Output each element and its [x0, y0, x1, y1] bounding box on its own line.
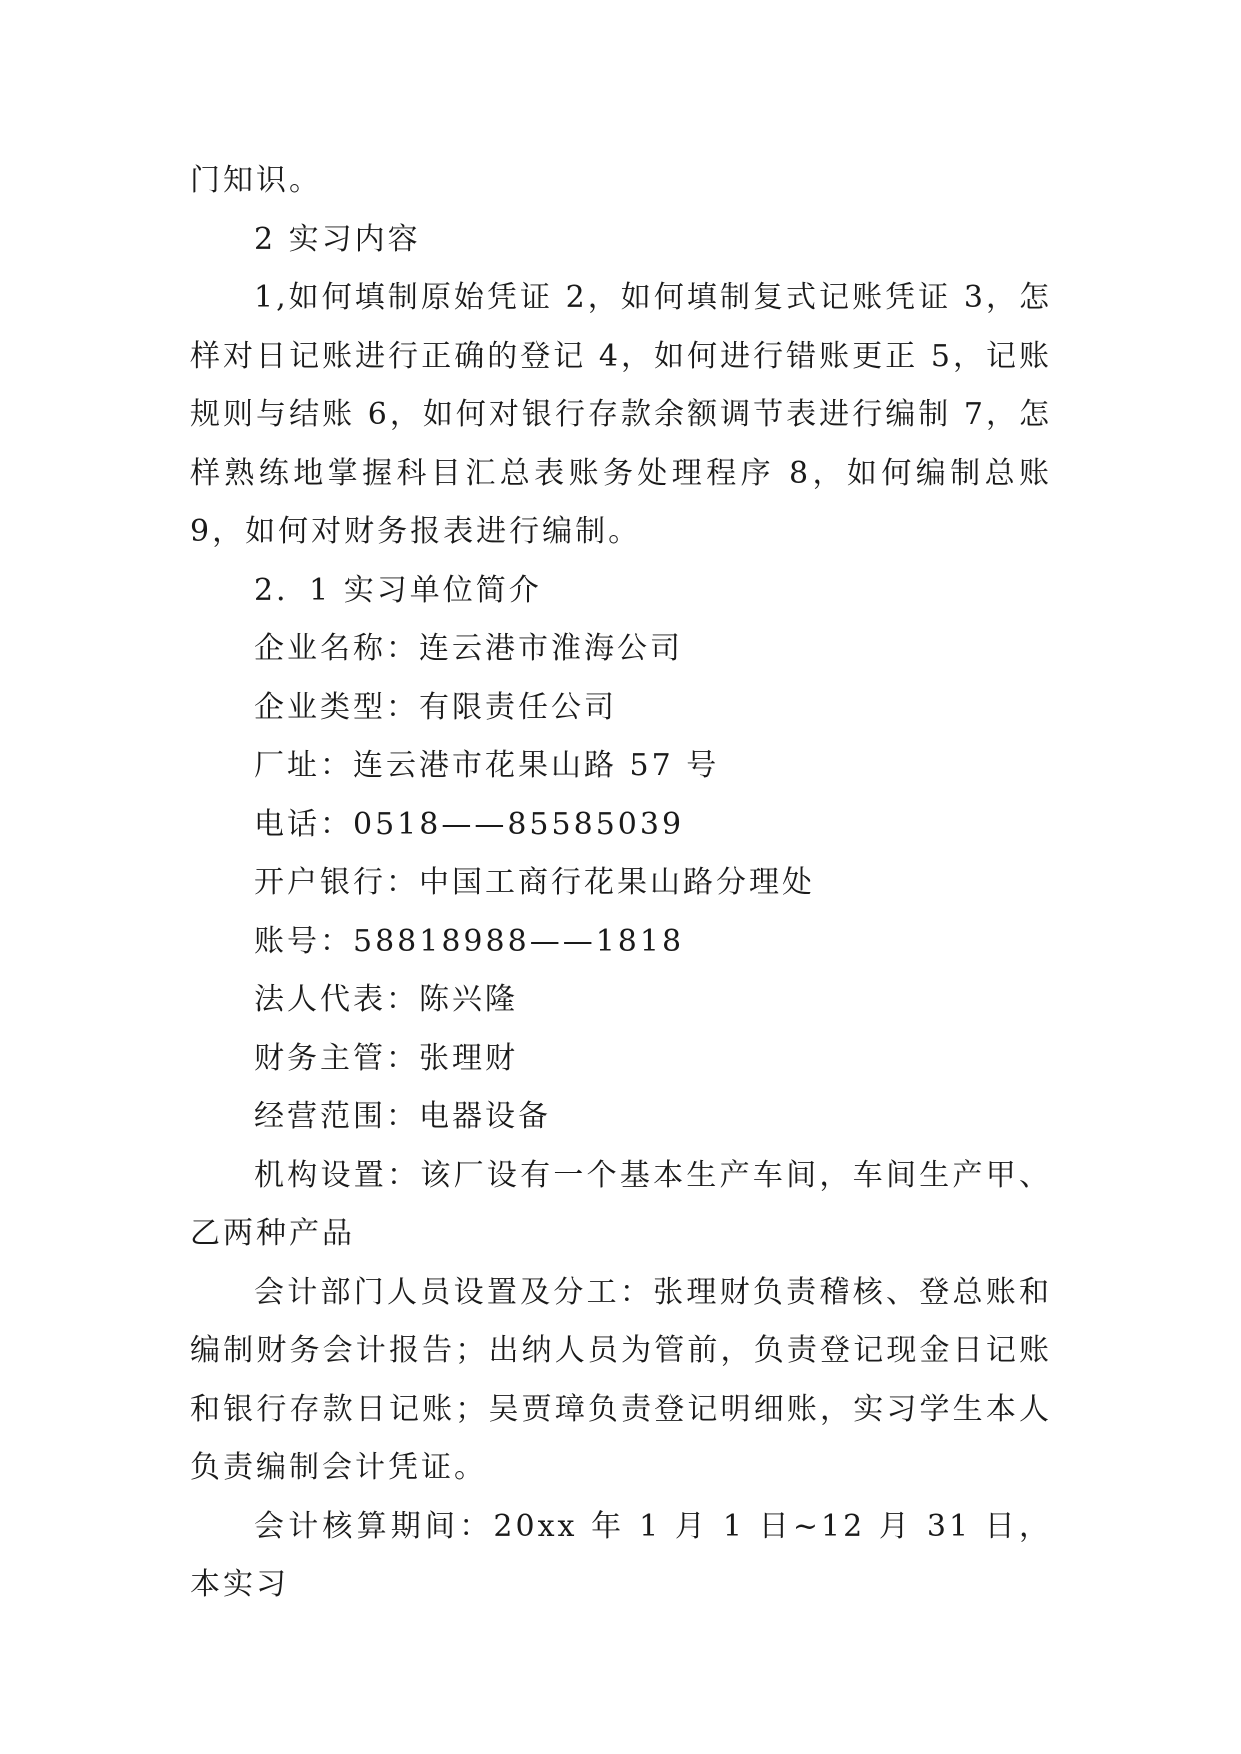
paragraph-continuation: 门知识。	[190, 163, 322, 198]
company-phone-line: 电话：0518——85585039	[254, 806, 685, 842]
business-scope-line: 经营范围：电器设备	[254, 1099, 551, 1134]
company-name-line: 企业名称：连云港市淮海公司	[254, 631, 683, 666]
company-type-line: 企业类型：有限责任公司	[254, 689, 617, 725]
section-heading-company-intro: 2．1 实习单位简介	[254, 572, 542, 608]
company-bank-line: 开户银行：中国工商行花果山路分理处	[254, 865, 815, 900]
section-heading-internship-content: 2 实习内容	[254, 221, 421, 257]
finance-manager-line: 财务主管：张理财	[254, 1040, 518, 1076]
company-address-line: 厂址：连云港市花果山路 57 号	[254, 748, 720, 783]
legal-representative-line: 法人代表：陈兴隆	[254, 982, 518, 1017]
company-account-line: 账号：58818988——1818	[254, 923, 685, 959]
paragraph-internship-items: 1,如何填制原始凭证 2，如何填制复式记账凭证 3，怎样对日记账进行正确的登记 4，如何进行错账更正 5，记账规则与结账 6，如何对银行存款余额调节表进行编制 7，怎样熟练地掌握科目汇总表账务处理程序 8，如何编制总账 9，如何对财务报表进行编制。	[190, 280, 1052, 549]
organization-setup-paragraph: 机构设置：该厂设有一个基本生产车间，车间生产甲、乙两种产品	[190, 1157, 1052, 1251]
accounting-period-paragraph: 会计核算期间：20xx 年 1 月 1 日~12 月 31 日，本实习	[190, 1508, 1052, 1602]
accounting-staff-paragraph: 会计部门人员设置及分工：张理财负责稽核、登总账和编制财务会计报告；出纳人员为管前，负责登记现金日记账和银行存款日记账；吴贾璋负责登记明细账，实习学生本人负责编制会计凭证。	[190, 1274, 1052, 1485]
document-body	[190, 152, 1052, 1615]
